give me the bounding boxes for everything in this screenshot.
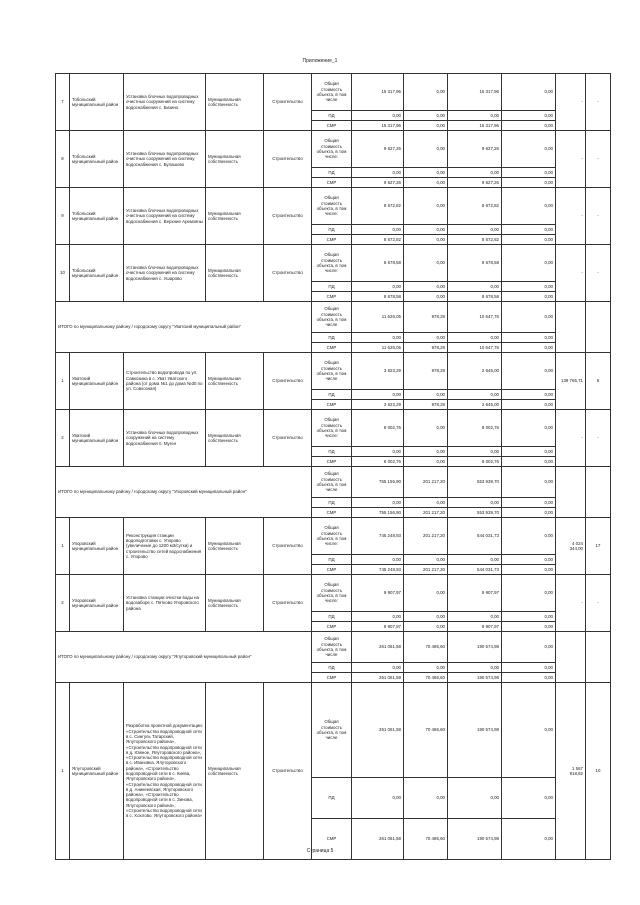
district-cell: Тобольский муниципальный район	[70, 188, 124, 245]
value-cell: 0,00	[448, 168, 502, 178]
count-cell: -	[586, 575, 611, 632]
value-cell: 0,00	[502, 111, 556, 121]
value-cell: 0,00	[502, 819, 556, 860]
value-cell: 745 248,93	[352, 565, 404, 575]
value-cell: 9 907,97	[448, 622, 502, 632]
count-cell: -	[586, 131, 611, 188]
value-cell: 8 002,76	[352, 457, 404, 467]
table-row	[56, 131, 611, 168]
value-cell: 2 645,00	[448, 353, 502, 390]
value-cell: 0,00	[448, 778, 502, 819]
cost-label-cell: Общая стоимость объекта, в том числе	[312, 302, 352, 333]
itogo-label: ИТОГО по муниципальному району / городскому округу "Ялуторовский муниципальный район"	[56, 632, 312, 683]
value-cell: 0,00	[502, 333, 556, 343]
cost-label-cell: Общая стоимость объекта, в том числе	[312, 74, 352, 111]
ownership-cell: Муниципальная собственность	[206, 74, 264, 131]
value-cell: 9 627,26	[448, 178, 502, 188]
value-cell: 15 317,96	[352, 121, 404, 131]
value-cell: 261 061,58	[352, 819, 404, 860]
value-cell: 0,00	[404, 612, 448, 622]
district-cell: Уватский муниципальный район	[70, 353, 124, 410]
value-cell: 0,00	[502, 612, 556, 622]
cost-label-cell: СМР	[312, 622, 352, 632]
cost-label-cell: Общая стоимость объекта, в том числе	[312, 632, 352, 663]
count-cell: -	[586, 410, 611, 467]
value-cell: 0,00	[502, 178, 556, 188]
value-cell: 0,00	[404, 447, 448, 457]
value-cell: 3 623,29	[352, 353, 404, 390]
value-cell: 0,00	[404, 663, 448, 673]
value-cell: 8 002,76	[448, 410, 502, 447]
cost-label-cell: СМР	[312, 343, 352, 353]
table-row	[56, 683, 611, 778]
value-cell: 0,00	[352, 663, 404, 673]
work-type-cell: Строительство	[264, 353, 312, 410]
value-cell: 2 645,00	[448, 400, 502, 410]
value-cell: 0,00	[404, 245, 448, 282]
value-cell: 8 672,82	[352, 188, 404, 225]
value-cell: 0,00	[352, 447, 404, 457]
value-cell: 0,00	[404, 457, 448, 467]
value-cell: 11 626,05	[352, 302, 404, 333]
value-cell: 70 486,60	[404, 819, 448, 860]
value-cell: 0,00	[404, 622, 448, 632]
ownership-cell: Муниципальная собственность	[206, 245, 264, 302]
itogo-row	[56, 302, 611, 333]
value-cell: 0,00	[352, 333, 404, 343]
object-cell: Установка станции очистки воды на водозаборе с. Пятково Упоровского района	[124, 575, 206, 632]
value-cell: 201 217,20	[404, 518, 448, 555]
value-cell: 755 156,90	[352, 467, 404, 498]
work-type-cell: Строительство	[264, 245, 312, 302]
cost-label-cell: ПД	[312, 333, 352, 343]
district-cell: Упоровский муниципальный район	[70, 518, 124, 575]
ownership-cell: Муниципальная собственность	[206, 518, 264, 575]
empty-cell	[556, 302, 586, 353]
value-cell: 978,29	[404, 343, 448, 353]
value-cell: 70 486,60	[404, 673, 448, 683]
value-cell: 70 486,60	[404, 683, 448, 778]
cost-label-cell: СМР	[312, 508, 352, 518]
work-type-cell: Строительство	[264, 575, 312, 632]
value-cell: 978,29	[404, 302, 448, 333]
value-cell: 553 939,70	[448, 467, 502, 498]
cost-label-cell: СМР	[312, 457, 352, 467]
value-cell: 0,00	[448, 663, 502, 673]
value-cell: 15 317,96	[352, 74, 404, 111]
value-cell: 0,00	[502, 622, 556, 632]
value-cell: 201 217,20	[404, 508, 448, 518]
value-cell: 0,00	[404, 178, 448, 188]
object-cell: Установка блочных водопроводных очистных сооружений на систему водоснабжения с. Бизино	[124, 74, 206, 131]
total-cell: 139 765,71	[556, 353, 586, 410]
value-cell: 0,00	[448, 111, 502, 121]
value-cell: 0,00	[502, 518, 556, 555]
count-cell: -	[586, 188, 611, 245]
value-cell: 0,00	[352, 778, 404, 819]
row-number: 1	[56, 683, 70, 860]
district-cell: Ялуторовский муниципальный район	[70, 683, 124, 860]
value-cell: 190 574,98	[448, 683, 502, 778]
value-cell: 0,00	[448, 225, 502, 235]
value-cell: 0,00	[352, 225, 404, 235]
cost-label-cell: СМР	[312, 178, 352, 188]
cost-label-cell: Общая стоимость объекта, в том числе:	[312, 575, 352, 612]
value-cell: 755 156,90	[352, 508, 404, 518]
row-number: 1	[56, 353, 70, 410]
value-cell: 0,00	[352, 390, 404, 400]
value-cell: 9 627,26	[352, 178, 404, 188]
cost-label-cell: ПД	[312, 111, 352, 121]
value-cell: 0,00	[502, 683, 556, 778]
cost-label-cell: Общая стоимость объекта, в том числе	[312, 353, 352, 390]
empty-cell	[556, 467, 586, 518]
value-cell: 0,00	[404, 778, 448, 819]
value-cell: 0,00	[502, 245, 556, 282]
count-cell: 10	[586, 683, 611, 860]
table-row	[56, 188, 611, 225]
value-cell: 0,00	[502, 447, 556, 457]
value-cell: 0,00	[352, 168, 404, 178]
value-cell: 261 061,58	[352, 632, 404, 663]
cost-label-cell: Общая стоимость объекта, в том числе	[312, 683, 352, 778]
value-cell: 8 678,58	[448, 292, 502, 302]
cost-label-cell: Общая стоимость объекта, в том числе	[312, 467, 352, 498]
value-cell: 0,00	[502, 302, 556, 333]
value-cell: 978,29	[404, 400, 448, 410]
cost-label-cell: СМР	[312, 819, 352, 860]
value-cell: 8 672,82	[352, 235, 404, 245]
table-row	[56, 245, 611, 282]
value-cell: 3 623,29	[352, 400, 404, 410]
cost-label-cell: Общая стоимость объекта, в том числе:	[312, 188, 352, 225]
empty-cell	[556, 632, 586, 683]
cost-label-cell: СМР	[312, 400, 352, 410]
district-cell: Упоровский муниципальный район	[70, 575, 124, 632]
total-cell: -	[556, 575, 586, 632]
value-cell: 0,00	[502, 555, 556, 565]
value-cell: 0,00	[404, 235, 448, 245]
value-cell: 0,00	[404, 390, 448, 400]
cost-label-cell: ПД	[312, 225, 352, 235]
cost-label-cell: СМР	[312, 673, 352, 683]
table-row	[56, 353, 611, 390]
value-cell: 0,00	[502, 498, 556, 508]
value-cell: 8 678,58	[448, 245, 502, 282]
value-cell: 10 647,76	[448, 343, 502, 353]
value-cell: 8 672,82	[448, 235, 502, 245]
table-row	[56, 575, 611, 612]
value-cell: 0,00	[502, 225, 556, 235]
value-cell: 8 678,58	[352, 292, 404, 302]
row-number: 1	[56, 518, 70, 575]
row-number: 8	[56, 131, 70, 188]
cost-label-cell: СМР	[312, 565, 352, 575]
value-cell: 0,00	[502, 565, 556, 575]
value-cell: 0,00	[404, 282, 448, 292]
value-cell: 0,00	[502, 673, 556, 683]
empty-cell	[586, 302, 611, 353]
cost-label-cell: СМР	[312, 292, 352, 302]
value-cell: 15 317,96	[448, 121, 502, 131]
value-cell: 978,29	[404, 353, 448, 390]
itogo-row	[56, 632, 611, 663]
value-cell: 190 574,98	[448, 819, 502, 860]
cost-label-cell: Общая стоимость объекта, в том числе:	[312, 245, 352, 282]
row-number: 9	[56, 188, 70, 245]
value-cell: 0,00	[352, 111, 404, 121]
value-cell: 553 939,70	[448, 508, 502, 518]
table-row	[56, 410, 611, 447]
value-cell: 0,00	[502, 390, 556, 400]
value-cell: 9 907,97	[352, 622, 404, 632]
object-cell: Установка блочных водопроводных очистных сооружений на систему водоснабжения с. Булашово	[124, 131, 206, 188]
cost-label-cell: ПД	[312, 390, 352, 400]
value-cell: 0,00	[502, 663, 556, 673]
total-cell: 4 024 344,00	[556, 518, 586, 575]
value-cell: 261 061,58	[352, 683, 404, 778]
cost-label-cell: ПД	[312, 663, 352, 673]
value-cell: 0,00	[448, 447, 502, 457]
value-cell: 201 217,20	[404, 565, 448, 575]
row-number: 10	[56, 245, 70, 302]
page-header: Приложение_1	[302, 58, 338, 64]
work-type-cell: Строительство	[264, 74, 312, 131]
work-type-cell: Строительство	[264, 683, 312, 860]
value-cell: 0,00	[404, 131, 448, 168]
cost-label-cell: ПД	[312, 168, 352, 178]
value-cell: 8 002,76	[448, 457, 502, 467]
value-cell: 0,00	[448, 612, 502, 622]
district-cell: Уватский муниципальный район	[70, 410, 124, 467]
value-cell: 0,00	[502, 508, 556, 518]
value-cell: 201 217,20	[404, 467, 448, 498]
object-cell: Установка блочных водопроводных очистных сооружений на систему водоснабжения с. Верхние Аремзяны	[124, 188, 206, 245]
value-cell: 10 647,76	[448, 302, 502, 333]
value-cell: 0,00	[502, 343, 556, 353]
work-type-cell: Строительство	[264, 410, 312, 467]
work-type-cell: Строительство	[264, 188, 312, 245]
district-cell: Тобольский муниципальный район	[70, 74, 124, 131]
work-type-cell: Строительство	[264, 518, 312, 575]
total-cell: 1 567 918,82	[556, 683, 586, 860]
cost-label-cell: ПД	[312, 282, 352, 292]
object-cell: Реконструкция станции водоподготовки с. Упорово (увеличение до 1200 м3/сутки) и строительство сетей водоснабжения с. Упорово	[124, 518, 206, 575]
value-cell: 0,00	[448, 390, 502, 400]
value-cell: 0,00	[502, 121, 556, 131]
value-cell: 0,00	[502, 410, 556, 447]
value-cell: 8 672,82	[448, 188, 502, 225]
object-cell: Строительство водопровода по ул. Савкозина в с. Уват Уватского района (от дома №1 до дома №30 по ул. Совхозная)	[124, 353, 206, 410]
value-cell: 0,00	[404, 168, 448, 178]
value-cell: 0,00	[502, 400, 556, 410]
value-cell: 0,00	[502, 188, 556, 225]
cost-label-cell: ПД	[312, 778, 352, 819]
empty-cell	[586, 632, 611, 683]
count-cell: -	[586, 74, 611, 131]
row-number: 2	[56, 410, 70, 467]
cost-label-cell: ПД	[312, 498, 352, 508]
table-body	[56, 74, 611, 860]
value-cell: 544 031,73	[448, 565, 502, 575]
object-cell: Установка блочных водопроводных сооружений на систему водоснабжения п. Муген	[124, 410, 206, 467]
value-cell: 0,00	[404, 188, 448, 225]
value-cell: 15 317,96	[448, 74, 502, 111]
total-cell: -	[556, 74, 586, 131]
value-cell: 261 061,58	[352, 673, 404, 683]
total-cell: -	[556, 188, 586, 245]
value-cell: 0,00	[448, 282, 502, 292]
value-cell: 0,00	[404, 292, 448, 302]
value-cell: 190 574,98	[448, 673, 502, 683]
cost-label-cell: Общая стоимость объекта, в том числе:	[312, 410, 352, 447]
total-cell: -	[556, 410, 586, 467]
work-type-cell: Строительство	[264, 131, 312, 188]
cost-label-cell: Общая стоимость объекта, в том числе:	[312, 131, 352, 168]
value-cell: 0,00	[502, 457, 556, 467]
itogo-label: ИТОГО по муниципальному району / городскому округу "Упоровский муниципальный район"	[56, 467, 312, 518]
value-cell: 9 907,97	[448, 575, 502, 612]
value-cell: 0,00	[448, 333, 502, 343]
value-cell: 0,00	[404, 575, 448, 612]
ownership-cell: Муниципальная собственность	[206, 131, 264, 188]
row-number: 7	[56, 74, 70, 131]
investment-table	[55, 73, 611, 860]
value-cell: 0,00	[352, 282, 404, 292]
value-cell: 745 248,93	[352, 518, 404, 555]
value-cell: 0,00	[352, 498, 404, 508]
empty-cell	[586, 467, 611, 518]
value-cell: 9 627,26	[352, 131, 404, 168]
cost-label-cell: ПД	[312, 612, 352, 622]
value-cell: 0,00	[502, 467, 556, 498]
value-cell: 0,00	[404, 74, 448, 111]
value-cell: 9 907,97	[352, 575, 404, 612]
value-cell: 544 031,73	[448, 518, 502, 555]
object-cell: Установка блочных водопроводных очистных сооружений на систему водоснабжения с. Ушарово	[124, 245, 206, 302]
value-cell: 0,00	[448, 555, 502, 565]
district-cell: Тобольский муниципальный район	[70, 245, 124, 302]
cost-label-cell: ПД	[312, 555, 352, 565]
table-row	[56, 518, 611, 555]
total-cell: -	[556, 245, 586, 302]
row-number: 2	[56, 575, 70, 632]
total-cell: -	[556, 131, 586, 188]
value-cell: 0,00	[502, 74, 556, 111]
value-cell: 9 627,26	[448, 131, 502, 168]
value-cell: 0,00	[404, 121, 448, 131]
page-footer: Страница 5	[306, 848, 334, 854]
value-cell: 0,00	[404, 410, 448, 447]
ownership-cell: Муниципальная собственность	[206, 683, 264, 860]
value-cell: 11 626,05	[352, 343, 404, 353]
value-cell: 70 486,60	[404, 632, 448, 663]
itogo-label: ИТОГО по муниципальному району / городскому округу "Уватский муниципальный район"	[56, 302, 312, 353]
itogo-row	[56, 467, 611, 498]
cost-label-cell: Общая стоимость объекта, в том числе:	[312, 518, 352, 555]
value-cell: 0,00	[404, 225, 448, 235]
table-row	[56, 74, 611, 111]
ownership-cell: Муниципальная собственность	[206, 575, 264, 632]
value-cell: 0,00	[502, 168, 556, 178]
district-cell: Тобольский муниципальный район	[70, 131, 124, 188]
count-cell: 17	[586, 518, 611, 575]
value-cell: 0,00	[502, 632, 556, 663]
cost-label-cell: СМР	[312, 235, 352, 245]
cost-label-cell: СМР	[312, 121, 352, 131]
count-cell: -	[586, 245, 611, 302]
value-cell: 0,00	[502, 131, 556, 168]
value-cell: 0,00	[404, 333, 448, 343]
value-cell: 0,00	[404, 555, 448, 565]
cost-label-cell: ПД	[312, 447, 352, 457]
ownership-cell: Муниципальная собственность	[206, 410, 264, 467]
count-cell: 6	[586, 353, 611, 410]
value-cell: 0,00	[502, 353, 556, 390]
value-cell: 8 002,76	[352, 410, 404, 447]
value-cell: 0,00	[448, 498, 502, 508]
value-cell: 0,00	[502, 778, 556, 819]
value-cell: 0,00	[352, 612, 404, 622]
value-cell: 0,00	[502, 235, 556, 245]
value-cell: 0,00	[404, 111, 448, 121]
object-cell: Разработка проектной документации: «Строительство водопроводной сети в с. Сингуль Татарский, Ялуторовского района», «Строительство водопроводной сети в д. Южное, Ялуторовского района», «Строительство водопроводной сети в с. Ивановка, Ялуторовского района», «Строительство водопроводной сети в с. Киева, Ялуторовского района», «Строительство водопроводной сети в д. Аникеевская, Ялуторовского района», «Строительство водопроводной сети в с. Зинова, Ялуторовского района», «Строительство водопроводной сети в с. Хохлово, Ялуторовского района»	[124, 683, 206, 860]
value-cell: 190 574,98	[448, 632, 502, 663]
ownership-cell: Муниципальная собственность	[206, 353, 264, 410]
value-cell: 0,00	[502, 292, 556, 302]
value-cell: 0,00	[502, 575, 556, 612]
value-cell: 0,00	[502, 282, 556, 292]
ownership-cell: Муниципальная собственность	[206, 188, 264, 245]
value-cell: 8 678,58	[352, 245, 404, 282]
value-cell: 0,00	[404, 498, 448, 508]
value-cell: 0,00	[352, 555, 404, 565]
